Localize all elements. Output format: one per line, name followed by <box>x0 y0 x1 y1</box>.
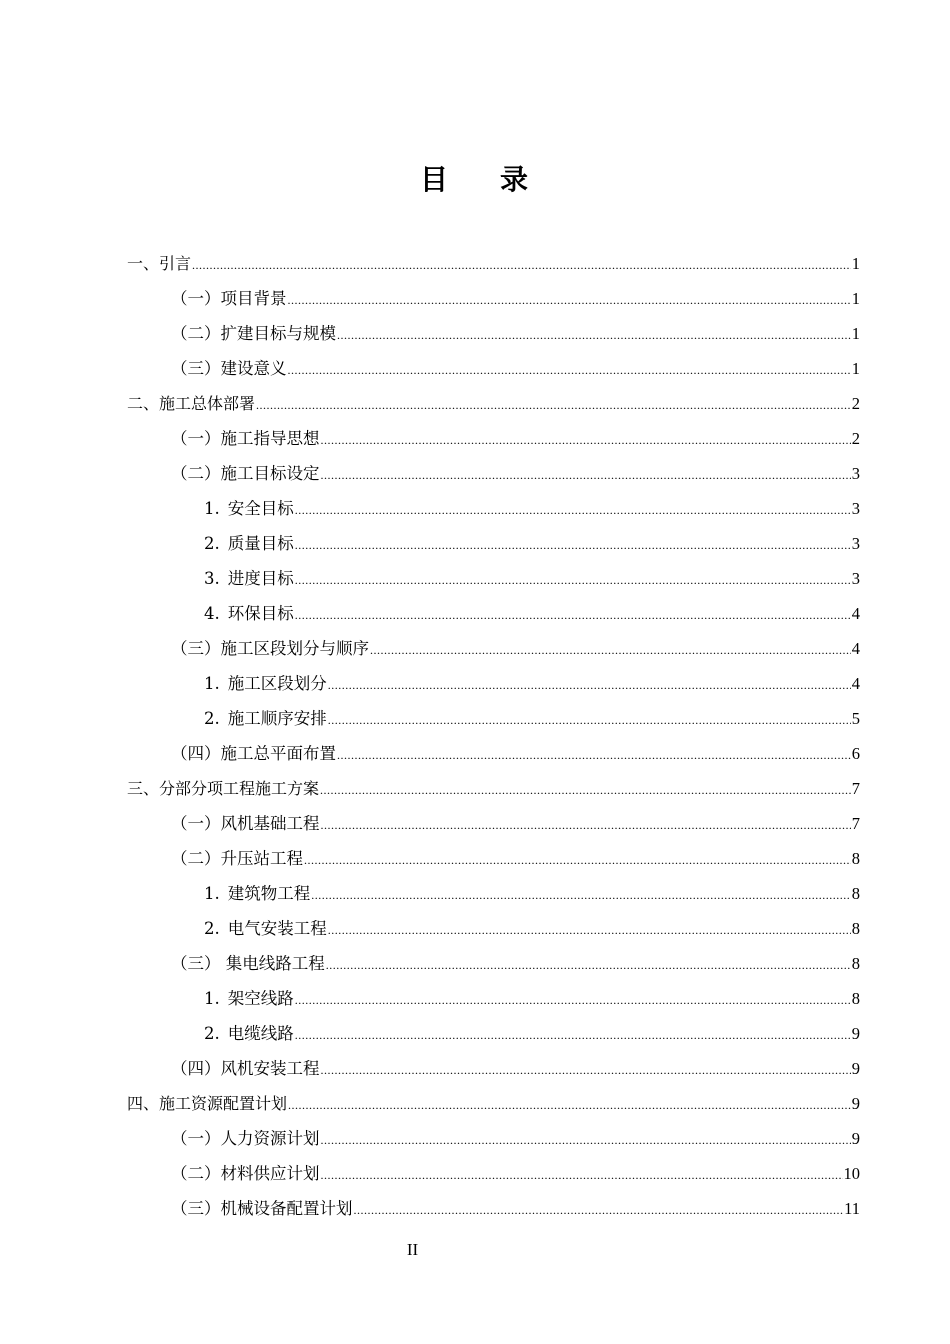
toc-entry[interactable] <box>127 386 860 421</box>
toc-dot-leader <box>192 248 851 283</box>
toc-entry-number: 1. <box>204 884 220 903</box>
toc-dot-leader <box>328 703 851 738</box>
toc-entry-number: 2. <box>204 709 220 728</box>
toc-entry-text: 电气安装工程 <box>227 919 327 938</box>
toc-entry[interactable] <box>127 351 860 386</box>
toc-entry-page: 4 <box>851 639 860 658</box>
toc-entry-page: 8 <box>851 919 860 938</box>
toc-entry-text: （二）升压站工程 <box>171 849 303 868</box>
toc-entry-label <box>204 701 327 736</box>
toc-entry-label <box>171 1051 320 1086</box>
toc-entry-label <box>204 876 310 911</box>
toc-entry-number: 4. <box>204 604 220 623</box>
toc-entry-page: 8 <box>851 989 860 1008</box>
toc-entry[interactable] <box>127 876 860 911</box>
table-of-contents <box>127 246 860 1226</box>
toc-entry-label <box>204 911 327 946</box>
toc-dot-leader <box>354 1193 844 1228</box>
toc-entry-page: 8 <box>851 884 860 903</box>
toc-entry[interactable] <box>127 981 860 1016</box>
title-char-1: 目 <box>419 163 450 196</box>
toc-entry-page: 1 <box>851 359 860 378</box>
toc-dot-leader <box>311 878 851 913</box>
toc-entry-text: 进度目标 <box>227 569 294 588</box>
toc-entry-page: 7 <box>851 814 860 833</box>
toc-entry[interactable] <box>127 666 860 701</box>
toc-entry-page: 9 <box>851 1094 860 1113</box>
toc-entry-text: 建筑物工程 <box>227 884 311 903</box>
toc-entry[interactable] <box>127 841 860 876</box>
toc-entry-page: 1 <box>851 324 860 343</box>
toc-entry[interactable] <box>127 701 860 736</box>
toc-dot-leader <box>320 773 851 808</box>
toc-entry-page: 4 <box>851 674 860 693</box>
toc-entry-label <box>171 806 320 841</box>
title-char-2: 录 <box>500 163 531 196</box>
toc-entry-page: 11 <box>844 1199 860 1218</box>
toc-entry-number: 3. <box>204 569 220 588</box>
toc-entry-text: 环保目标 <box>227 604 294 623</box>
toc-dot-leader <box>326 948 851 983</box>
toc-entry-label <box>171 456 320 491</box>
toc-entry[interactable] <box>127 1016 860 1051</box>
toc-entry-page: 8 <box>851 849 860 868</box>
toc-entry-number: 2. <box>204 534 220 553</box>
toc-entry-page: 2 <box>851 394 860 413</box>
toc-dot-leader <box>321 808 851 843</box>
toc-entry-label <box>171 351 287 386</box>
toc-entry-label <box>204 981 294 1016</box>
page-footer <box>0 1240 825 1260</box>
toc-entry-text: 架空线路 <box>227 989 294 1008</box>
toc-dot-leader <box>256 388 851 423</box>
toc-entry[interactable] <box>127 806 860 841</box>
toc-entry-number: 2. <box>204 1024 220 1043</box>
toc-entry-label <box>204 596 294 631</box>
toc-entry-label <box>171 631 369 666</box>
toc-entry-page: 9 <box>851 1129 860 1148</box>
toc-dot-leader <box>295 563 851 598</box>
toc-entry-number: 1. <box>204 989 220 1008</box>
toc-entry-text: （三） 集电线路工程 <box>171 954 325 973</box>
toc-entry-text: 三、分部分项工程施工方案 <box>127 779 320 798</box>
toc-dot-leader <box>337 318 851 353</box>
toc-entry-page: 1 <box>851 289 860 308</box>
toc-dot-leader <box>295 1018 851 1053</box>
toc-dot-leader <box>321 423 851 458</box>
toc-entry-label <box>171 316 336 351</box>
toc-dot-leader <box>288 1088 851 1123</box>
footer-page-number: II <box>406 1240 419 1259</box>
toc-entry[interactable] <box>127 1051 860 1086</box>
toc-entry[interactable] <box>127 1191 860 1226</box>
toc-entry-text: 施工顺序安排 <box>227 709 327 728</box>
toc-dot-leader <box>328 913 851 948</box>
toc-entry-label <box>171 736 336 771</box>
toc-dot-leader <box>321 458 851 493</box>
toc-entry-page: 9 <box>851 1024 860 1043</box>
toc-entry-text: 安全目标 <box>227 499 294 518</box>
toc-entry[interactable] <box>127 1121 860 1156</box>
toc-entry-text: 四、施工资源配置计划 <box>127 1094 288 1113</box>
toc-entry-text: （一）人力资源计划 <box>171 1129 320 1148</box>
toc-entry-text: （一）项目背景 <box>171 289 287 308</box>
toc-entry-label <box>127 1086 287 1121</box>
toc-entry-page: 3 <box>851 499 860 518</box>
toc-entry-label <box>171 1191 353 1226</box>
toc-entry-text: （二）材料供应计划 <box>171 1164 320 1183</box>
toc-entry[interactable] <box>127 771 860 806</box>
toc-dot-leader <box>295 493 851 528</box>
toc-entry[interactable] <box>127 421 860 456</box>
toc-entry-label <box>204 491 294 526</box>
toc-entry-label <box>204 666 327 701</box>
toc-entry-page: 1 <box>851 254 860 273</box>
toc-entry[interactable] <box>127 246 860 281</box>
toc-entry-text: （三）建设意义 <box>171 359 287 378</box>
toc-entry-number: 2. <box>204 919 220 938</box>
toc-entry-page: 9 <box>851 1059 860 1078</box>
toc-entry-label <box>171 281 287 316</box>
toc-entry-page: 7 <box>851 779 860 798</box>
toc-dot-leader <box>304 843 851 878</box>
toc-entry-page: 4 <box>851 604 860 623</box>
toc-entry-label <box>171 1156 320 1191</box>
toc-dot-leader <box>321 1158 843 1193</box>
toc-dot-leader <box>328 668 851 703</box>
toc-entry-text: （三）机械设备配置计划 <box>171 1199 353 1218</box>
toc-entry-text: 施工区段划分 <box>227 674 327 693</box>
toc-entry-text: 电缆线路 <box>227 1024 294 1043</box>
toc-entry-text: （四）风机安装工程 <box>171 1059 320 1078</box>
toc-entry-page: 6 <box>851 744 860 763</box>
toc-entry-label <box>127 386 255 421</box>
toc-entry-text: （四）施工总平面布置 <box>171 744 336 763</box>
toc-dot-leader <box>295 528 851 563</box>
toc-entry-label <box>171 841 303 876</box>
toc-entry-label <box>204 526 294 561</box>
toc-entry[interactable] <box>127 1086 860 1121</box>
toc-dot-leader <box>288 283 851 318</box>
toc-entry-page: 5 <box>851 709 860 728</box>
toc-entry-label <box>171 1121 320 1156</box>
toc-dot-leader <box>295 983 851 1018</box>
toc-entry[interactable] <box>127 736 860 771</box>
toc-entry-number: 1. <box>204 674 220 693</box>
toc-entry-page: 3 <box>851 464 860 483</box>
toc-dot-leader <box>370 633 851 668</box>
toc-entry-page: 2 <box>851 429 860 448</box>
toc-entry[interactable] <box>127 631 860 666</box>
toc-entry[interactable] <box>127 316 860 351</box>
toc-entry-page: 10 <box>843 1164 860 1183</box>
toc-entry-page: 3 <box>851 569 860 588</box>
toc-entry[interactable] <box>127 946 860 981</box>
toc-entry-label <box>204 1016 294 1051</box>
toc-entry-text: （二）施工目标设定 <box>171 464 320 483</box>
toc-entry[interactable] <box>127 491 860 526</box>
toc-entry-number: 1. <box>204 499 220 518</box>
toc-entry[interactable] <box>127 596 860 631</box>
toc-entry[interactable] <box>127 911 860 946</box>
toc-entry[interactable] <box>127 456 860 491</box>
page-title <box>0 158 950 198</box>
toc-dot-leader <box>321 1053 851 1088</box>
toc-entry-text: （一）风机基础工程 <box>171 814 320 833</box>
toc-entry-text: 二、施工总体部署 <box>127 394 256 413</box>
toc-entry-page: 8 <box>851 954 860 973</box>
toc-dot-leader <box>321 1123 851 1158</box>
toc-entry-text: （二）扩建目标与规模 <box>171 324 336 343</box>
toc-entry-label <box>171 421 320 456</box>
toc-dot-leader <box>295 598 851 633</box>
toc-dot-leader <box>288 353 851 388</box>
toc-entry-text: （一）施工指导思想 <box>171 429 320 448</box>
toc-entry-page: 3 <box>851 534 860 553</box>
toc-entry-text: （三）施工区段划分与顺序 <box>171 639 369 658</box>
toc-dot-leader <box>337 738 851 773</box>
toc-entry-label <box>204 561 294 596</box>
toc-entry-label <box>127 246 191 281</box>
toc-entry[interactable] <box>127 561 860 596</box>
toc-entry-text: 质量目标 <box>227 534 294 553</box>
toc-entry[interactable] <box>127 1156 860 1191</box>
toc-entry[interactable] <box>127 526 860 561</box>
toc-entry-label <box>171 946 325 981</box>
toc-entry-text: 一、引言 <box>127 254 192 273</box>
toc-entry[interactable] <box>127 281 860 316</box>
toc-entry-label <box>127 771 319 806</box>
